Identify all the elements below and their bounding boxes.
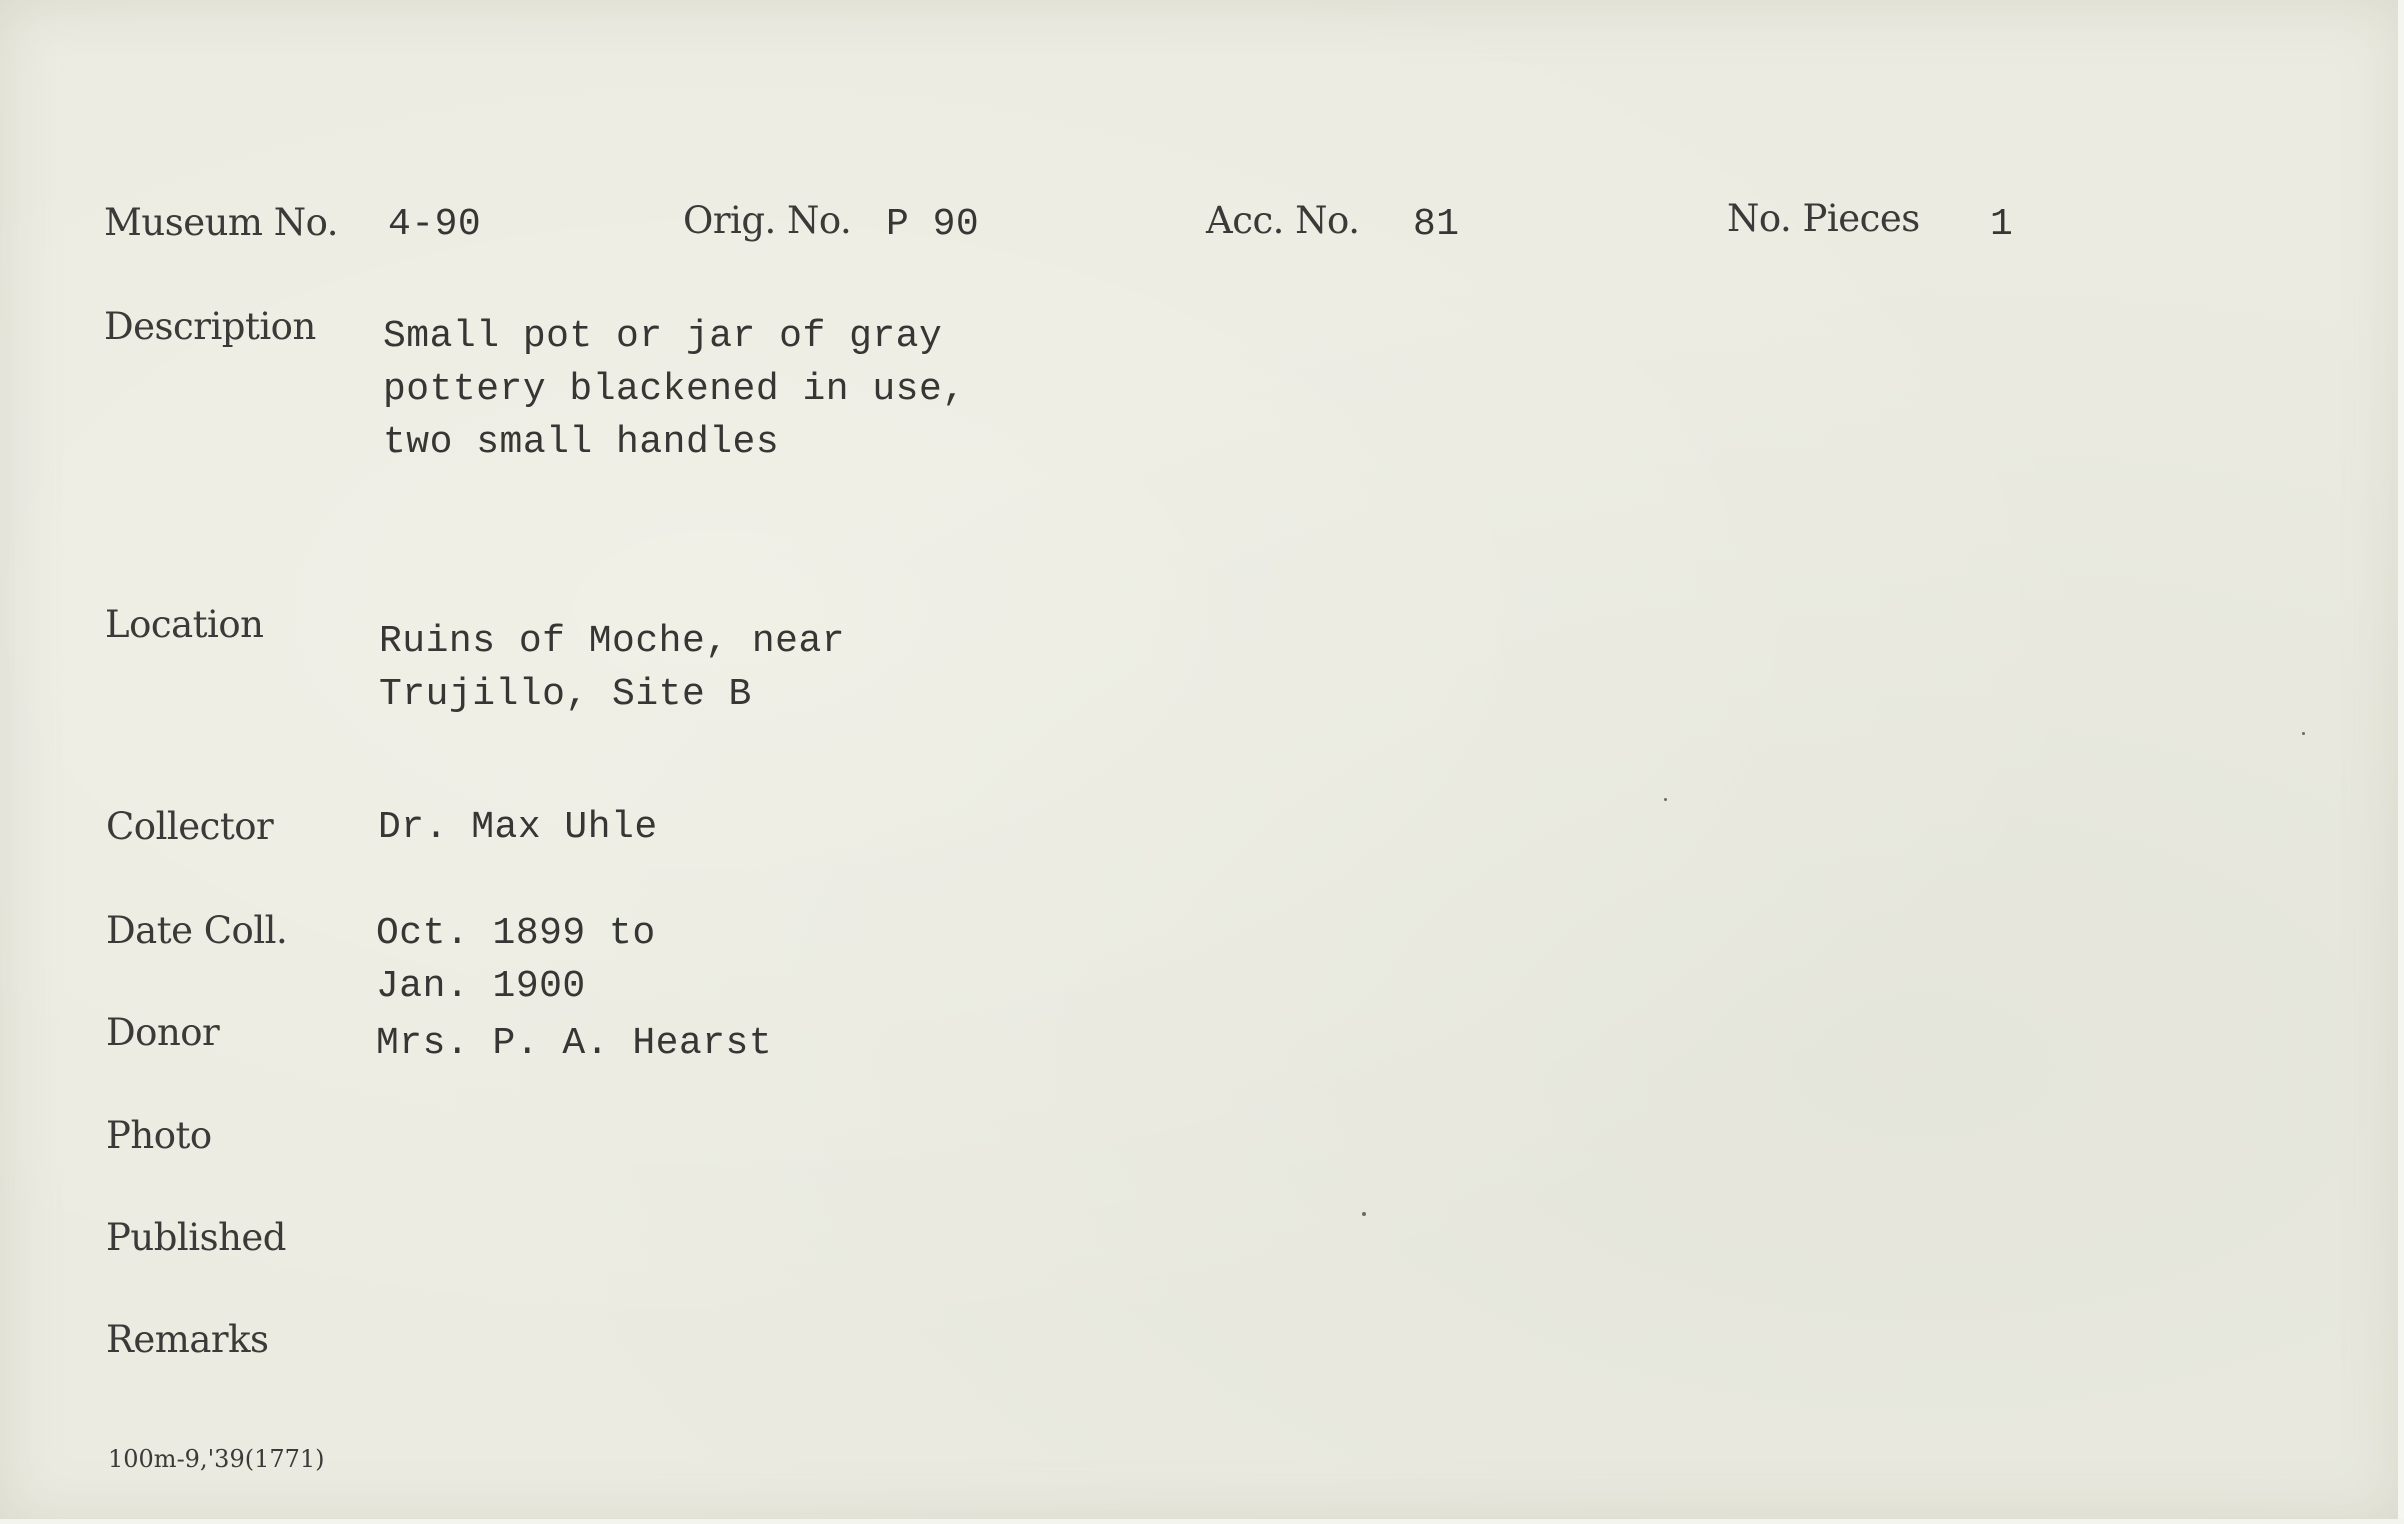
location-line: Ruins of Moche, near [379,620,846,663]
remarks-label: Remarks [106,1318,269,1361]
date-coll-label: Date Coll. [106,909,288,952]
description-line: pottery blackened in use, [383,368,966,411]
description-label: Description [104,305,316,348]
location-line: Trujillo, Site B [379,673,752,716]
paper-speck [1362,1212,1366,1216]
card-edge-bottom [0,1519,2404,1524]
donor-label: Donor [106,1011,220,1054]
donor-value: Mrs. P. A. Hearst [376,1022,773,1065]
acc-no-label: Acc. No. [1206,199,1360,242]
orig-no-label: Orig. No. [683,199,852,242]
no-pieces-label: No. Pieces [1727,197,1920,240]
museum-no-label: Museum No. [104,201,339,244]
date-coll-line: Oct. 1899 to [376,912,656,955]
orig-no-value: P 90 [886,203,980,246]
date-coll-line: Jan. 1900 [376,965,586,1008]
collector-label: Collector [106,805,274,848]
paper-speck [2302,732,2305,735]
card-edge-right [2398,0,2404,1524]
description-line: Small pot or jar of gray [383,315,943,358]
collector-value: Dr. Max Uhle [378,806,658,849]
form-code: 100m-9,'39(1771) [108,1445,325,1473]
published-label: Published [106,1216,286,1259]
location-label: Location [105,603,264,646]
acc-no-value: 81 [1413,203,1460,246]
museum-no-value: 4-90 [388,203,482,246]
description-line: two small handles [383,421,780,464]
photo-label: Photo [106,1114,212,1157]
date-coll-value [376,907,656,1013]
paper-speck [1664,798,1667,801]
description-value [383,310,966,469]
no-pieces-value: 1 [1990,203,2014,246]
location-value [379,615,845,721]
